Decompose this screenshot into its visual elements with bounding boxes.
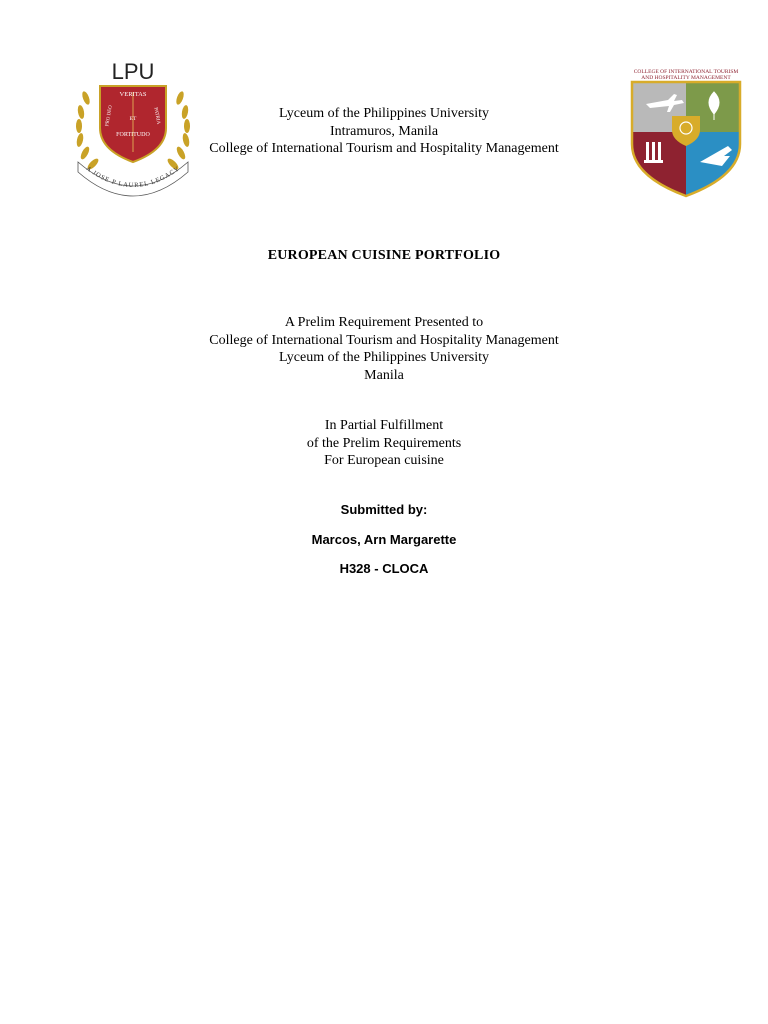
shield-motto-left: PRO DEO — [105, 105, 114, 127]
fulfillment-line-2: of the Prelim Requirements — [306, 435, 462, 451]
header-university: Lyceum of the Philippines University — [279, 106, 489, 121]
shield-caption-line1: COLLEGE OF INTERNATIONAL TOURISM — [633, 69, 739, 75]
submitter-name: Marcos, Arn Margarette — [311, 532, 457, 547]
shield-caption-line2: AND HOSPITALITY MANAGEMENT — [641, 75, 731, 81]
shield-motto-bottom: FORTITUDO — [116, 132, 150, 138]
ribbon-text: A JOSE P LAUREL LEGACY — [84, 165, 182, 190]
university-header — [0, 105, 768, 158]
presented-line-1: A Prelim Requirement Presented to — [284, 315, 484, 330]
shield-motto-top: VERITAS — [119, 91, 147, 98]
header-location: Intramuros, Manila — [329, 123, 439, 139]
fulfillment-block — [0, 417, 768, 470]
submitted-by-label: Submitted by: — [340, 502, 428, 517]
fulfillment-line-3: For European cuisine — [324, 453, 444, 468]
presented-line-3: Lyceum of the Philippines University — [279, 350, 489, 365]
header-college: College of International Tourism and Hospitality Management — [209, 141, 559, 156]
presented-line-4: Manila — [364, 367, 404, 383]
submitter-section: H328 - CLOCA — [339, 561, 429, 576]
page-title: EUROPEAN CUISINE PORTFOLIO — [267, 248, 501, 263]
shield-motto-right: PATRIA — [152, 107, 161, 125]
shield-motto-mid: ET — [129, 116, 137, 122]
fulfillment-line-1: In Partial Fulfillment — [324, 418, 444, 433]
presented-block — [0, 314, 768, 384]
lpu-logo-text: LPU — [111, 59, 155, 84]
presented-line-2: College of International Tourism and Hospitality Management — [209, 332, 559, 348]
